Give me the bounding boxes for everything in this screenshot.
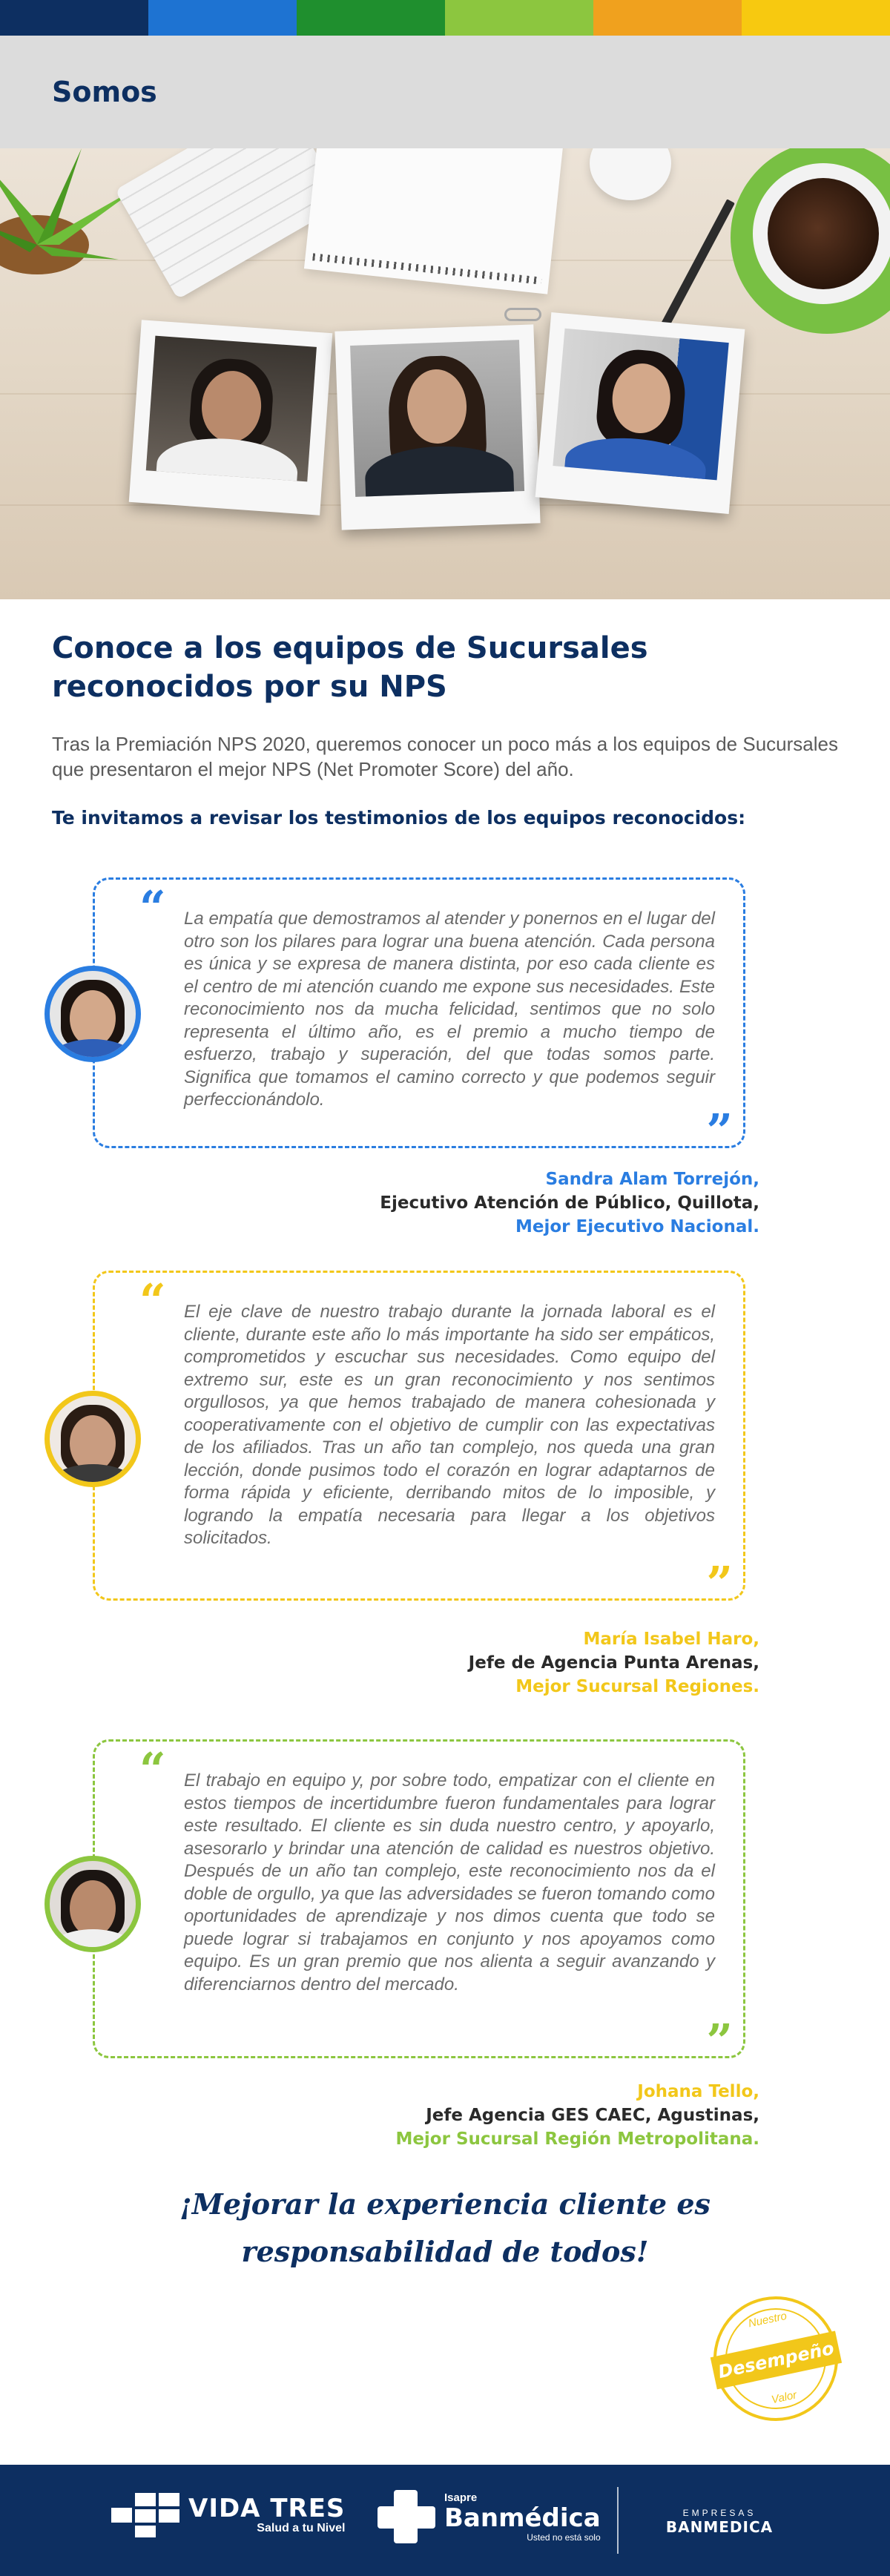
- quote-text: La empatía que demostramos al atender y ponernos en el lugar del otro son los pilares para lograr una buena atención. Cada persona es única y se expresa de manera distinta, por eso cada cliente es el centro de mi atención cuando me expone sus necesidades. Este reconocimiento nos da mucha felicidad, sentimos que no solo representa el último año, es el premio a mucho tiempo de esfuerzo, trabajo y superación, del que todas somos parte. Significa que tomamos el camino correcto y que podemos seguir perfeccionándolo.: [184, 909, 715, 1110]
- notebook-illustration: [304, 148, 564, 294]
- footer: [0, 2465, 890, 2576]
- closing-line-1: ¡Mejorar la experiencia cliente es: [179, 2187, 711, 2221]
- signature: [395, 2080, 759, 2151]
- avatar: [44, 966, 141, 1062]
- open-quote-icon: “: [139, 1742, 166, 1796]
- article-title-line-1: Conoce a los equipos de Sucursales: [52, 631, 648, 665]
- open-quote-icon: “: [139, 880, 166, 935]
- closing-message: [0, 2181, 890, 2276]
- award: Mejor Sucursal Región Metropolitana.: [395, 2129, 759, 2149]
- banmedica-logo[interactable]: [375, 2487, 601, 2546]
- quote-box: [93, 1739, 745, 2068]
- article-intro: Tras la Premiación NPS 2020, queremos conocer un poco más a los equipos de Sucursales que presentaron el mejor NPS (Net Promoter Score) del año.: [52, 733, 838, 780]
- color-strip-blue: [148, 0, 297, 36]
- vida-tres-name: VIDA TRES: [188, 2494, 346, 2523]
- team-photo-1: [129, 320, 333, 515]
- coffee-cup-illustration: [731, 148, 890, 334]
- award: Mejor Sucursal Regiones.: [515, 1677, 759, 1696]
- section-title: Somos: [52, 76, 157, 108]
- banmedica-tagline: Usted no está solo: [527, 2531, 601, 2543]
- color-strip-navy: [0, 0, 148, 36]
- signature: [469, 1627, 759, 1699]
- article-title-line-2: reconocidos por su NPS: [52, 670, 447, 704]
- article-body: [0, 629, 890, 829]
- close-quote-icon: ”: [706, 2014, 733, 2068]
- footer-divider: [617, 2487, 619, 2554]
- person-role: Ejecutivo Atención de Público, Quillota,: [380, 1193, 759, 1213]
- avatar: [44, 1856, 141, 1952]
- color-bar: [0, 0, 890, 36]
- stamp-bottom-text: Valor: [770, 2388, 798, 2407]
- color-strip-green: [297, 0, 445, 36]
- vida-tres-icon: [111, 2493, 181, 2537]
- stamp-top-text: Nuestro: [747, 2309, 788, 2330]
- award: Mejor Ejecutivo Nacional.: [515, 1217, 759, 1236]
- empresas-label: EMPRESAS: [682, 2508, 756, 2518]
- hero-image: [0, 148, 890, 599]
- plant-illustration: [0, 148, 156, 326]
- banmedica-name: Banmédica: [444, 2503, 601, 2533]
- article-invite: Te invitamos a revisar los testimonios de los equipos reconocidos:: [52, 807, 746, 829]
- desempeno-stamp: [702, 2285, 849, 2432]
- signature: [380, 1167, 759, 1239]
- banmedica-cross-icon: [375, 2487, 438, 2546]
- empresas-name: BANMEDICA: [665, 2518, 774, 2536]
- vida-tres-tagline: Salud a tu Nivel: [257, 2522, 346, 2534]
- banmedica-prefix: Isapre: [444, 2491, 478, 2504]
- quote-box: [93, 877, 745, 1158]
- person-role: Jefe de Agencia Punta Arenas,: [468, 1653, 759, 1673]
- person-name: Johana Tello,: [637, 2082, 759, 2101]
- empresas-banmedica-logo[interactable]: [653, 2508, 786, 2536]
- paperclip-illustration: [504, 308, 541, 321]
- stamp-banner-text: Desempeño: [711, 2331, 842, 2390]
- section-header: [0, 36, 890, 148]
- team-photo-2: [334, 324, 540, 530]
- color-strip-orange: [593, 0, 742, 36]
- quote-box: [93, 1271, 745, 1610]
- person-name: Sandra Alam Torrejón,: [545, 1170, 759, 1189]
- person-name: María Isabel Haro,: [583, 1630, 759, 1649]
- pencil-illustration: [661, 199, 735, 327]
- quote-text: El trabajo en equipo y, por sobre todo, empatizar con el cliente en estos tiempos de incertidumbre fueron fundamentales para lograr este resultado. El cliente es sin duda nuestro centro, y apoyarlo, asesorarlo y brindar una atención de calidad es nuestros objetivo. Después de un año tan complejo, este reconocimiento nos da el doble de orgullo, ya que las adversidades se fueron tomando como oportunidades de aprendizaje y nos dimos cuenta que todo se puede lograr si trabajamos en conjunto y nos apoyamos como equipo. Es un gran premio que nos alienta a seguir avanzando y diferenciarnos dentro del mercado.: [184, 1770, 715, 1994]
- vida-tres-logo[interactable]: [111, 2493, 345, 2537]
- color-strip-yellow: [742, 0, 890, 36]
- avatar: [44, 1391, 141, 1487]
- color-strip-lime: [445, 0, 593, 36]
- open-quote-icon: “: [139, 1274, 166, 1328]
- quote-text: El eje clave de nuestro trabajo durante la jornada laboral es el cliente, durante este año lo más importante ha sido ser empáticos, comprometidos y escuchar sus necesidades. Como equipo del extremo sur, este es un gran reconocimiento y nos sentimos orgullosos, ya que hemos trabajado de manera cohesionada y cooperativamente con el objetivo de cumplir con las expectativas de los afiliados. Tras un año tan complejo, nos queda una gran lección, donde pusimos todo el corazón en lograr adaptarnos de forma rápida y eficiente, derribando mitos de lo imposible, y logrando la empatía necesaria para llegar a los objetivos solicitados.: [184, 1302, 715, 1548]
- closing-line-2: responsabilidad de todos!: [241, 2235, 649, 2268]
- team-photo-3: [535, 312, 745, 514]
- close-quote-icon: ”: [706, 1556, 733, 1610]
- mouse-illustration: [590, 148, 671, 200]
- article-title: [52, 629, 838, 706]
- close-quote-icon: ”: [706, 1104, 733, 1158]
- person-role: Jefe Agencia GES CAEC, Agustinas,: [426, 2106, 759, 2125]
